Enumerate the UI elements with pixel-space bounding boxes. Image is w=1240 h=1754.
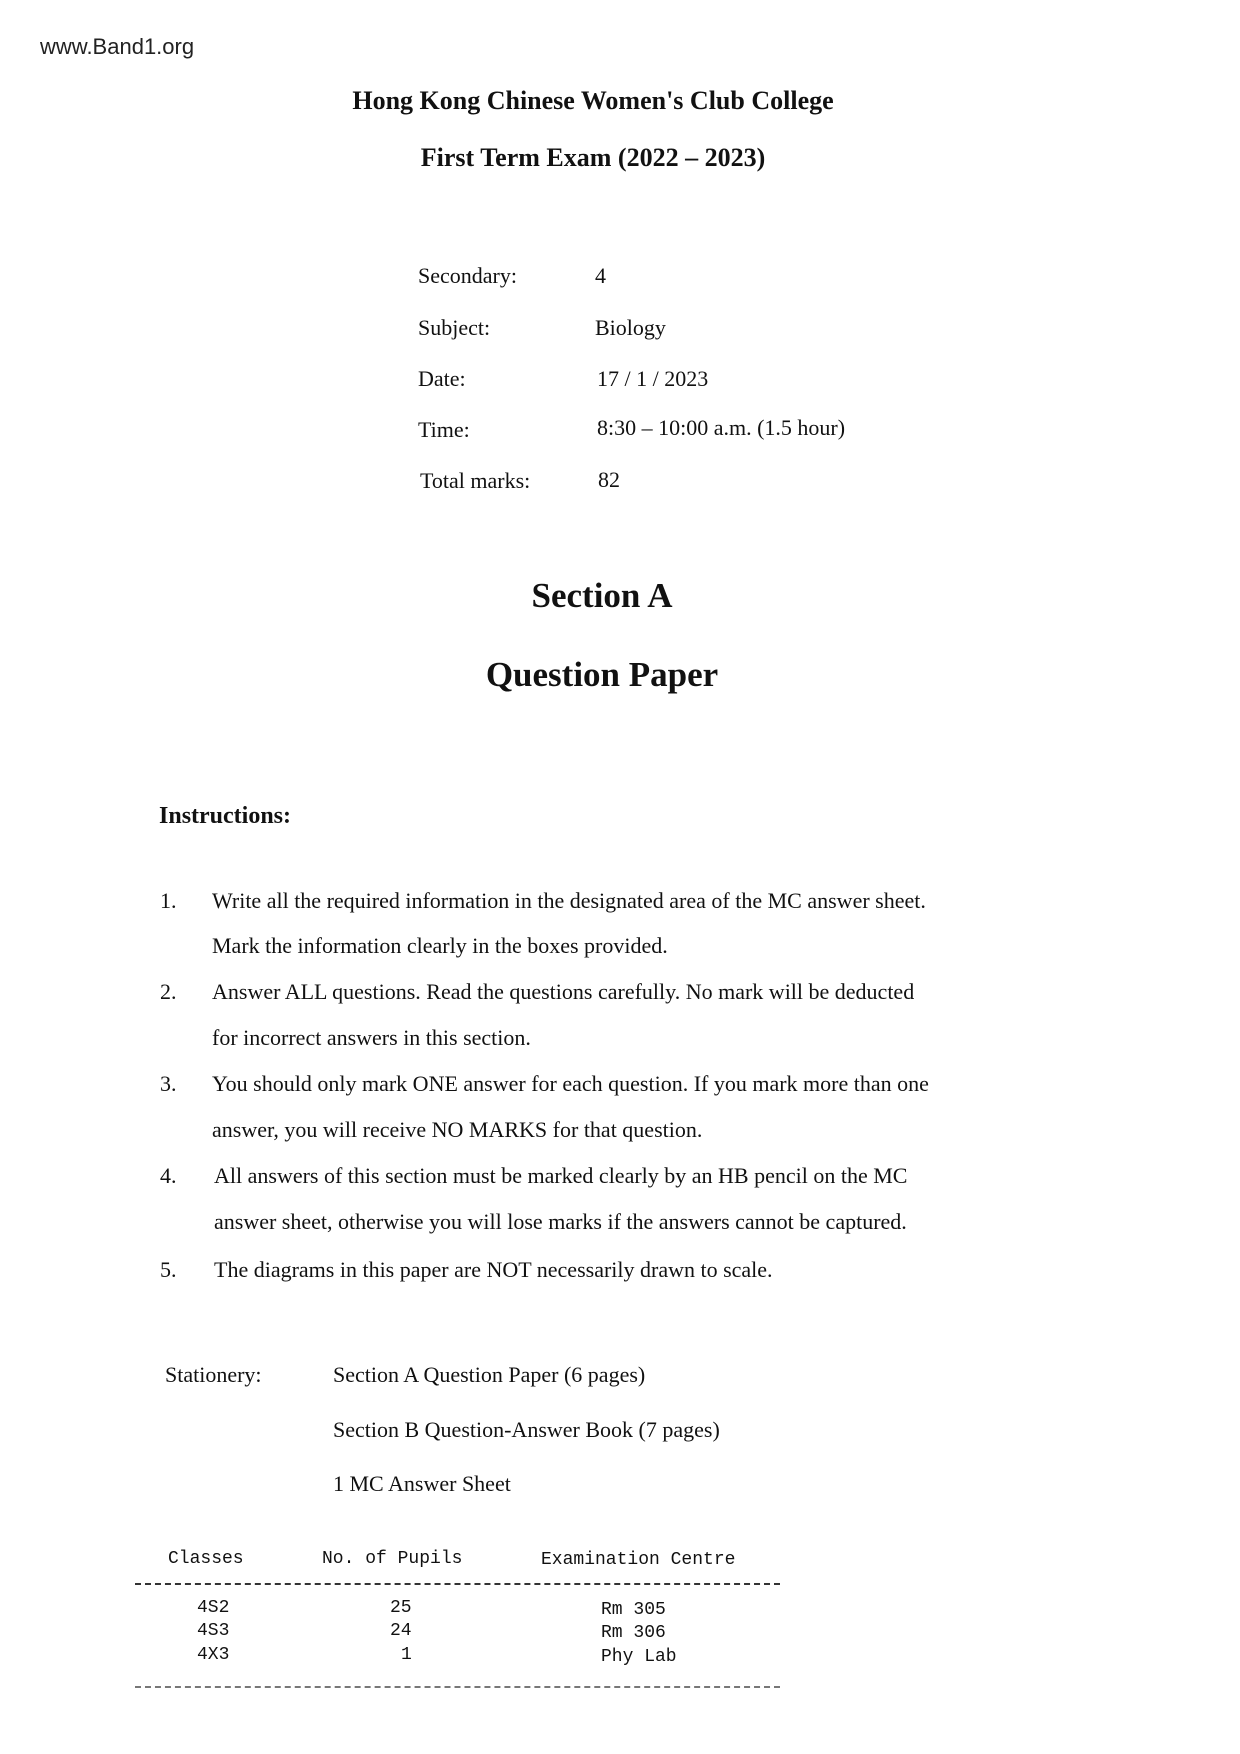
info-label: Date:	[418, 366, 466, 391]
item-text: for incorrect answers in this section.	[212, 1025, 531, 1050]
info-value: 4	[595, 263, 606, 288]
info-value: 17 / 1 / 2023	[597, 366, 709, 391]
school-name: Hong Kong Chinese Women's Club College	[352, 86, 834, 115]
item-text: Mark the information clearly in the boxes provided.	[212, 933, 668, 958]
item-number: 3.	[160, 1071, 177, 1096]
info-label: Subject:	[418, 315, 491, 340]
watermark: www.Band1.org	[40, 34, 195, 59]
item-text: Answer ALL questions. Read the questions carefully. No mark will be deducted	[212, 979, 915, 1004]
table-header: No. of Pupils	[322, 1549, 463, 1569]
table-cell: 4X3	[197, 1645, 230, 1665]
item-number: 4.	[160, 1163, 177, 1188]
stationery-item: Section B Question-Answer Book (7 pages)	[333, 1417, 720, 1442]
info-value: 8:30 – 10:00 a.m. (1.5 hour)	[597, 415, 846, 440]
info-label: Time:	[418, 417, 470, 442]
table-cell: 24	[390, 1621, 412, 1641]
item-text: Write all the required information in the designated area of the MC answer sheet.	[212, 888, 926, 913]
item-number: 1.	[160, 888, 177, 913]
instructions-heading: Instructions:	[159, 803, 292, 829]
info-value: Biology	[595, 315, 666, 340]
info-label: Secondary:	[418, 263, 517, 288]
table-cell: Rm 305	[601, 1600, 666, 1620]
table-header: Examination Centre	[541, 1550, 736, 1570]
stationery-item: Section A Question Paper (6 pages)	[333, 1362, 646, 1387]
table-cell: 4S2	[197, 1598, 230, 1618]
item-number: 2.	[160, 979, 177, 1004]
table-header: Classes	[168, 1549, 244, 1569]
item-text: answer, you will receive NO MARKS for that question.	[212, 1117, 703, 1142]
table-cell: 1	[401, 1645, 412, 1665]
stationery-label: Stationery:	[165, 1362, 262, 1387]
paper-title: Question Paper	[485, 655, 719, 694]
section-title: Section A	[531, 576, 673, 615]
table-cell: 4S3	[197, 1621, 230, 1641]
exam-title: First Term Exam (2022 – 2023)	[420, 143, 766, 172]
stationery-item: 1 MC Answer Sheet	[333, 1471, 511, 1496]
table-cell: Phy Lab	[601, 1647, 677, 1667]
info-value: 82	[598, 467, 620, 492]
info-label: Total marks:	[420, 468, 531, 493]
table-divider	[135, 1583, 780, 1585]
item-text: answer sheet, otherwise you will lose marks if the answers cannot be captured.	[214, 1209, 907, 1234]
table-divider	[135, 1686, 780, 1688]
item-text: All answers of this section must be marked clearly by an HB pencil on the MC	[214, 1163, 908, 1188]
item-text: The diagrams in this paper are NOT necessarily drawn to scale.	[214, 1257, 773, 1282]
table-cell: 25	[390, 1598, 412, 1618]
item-text: You should only mark ONE answer for each question. If you mark more than one	[212, 1071, 929, 1096]
item-number: 5.	[160, 1257, 177, 1282]
table-cell: Rm 306	[601, 1623, 666, 1643]
